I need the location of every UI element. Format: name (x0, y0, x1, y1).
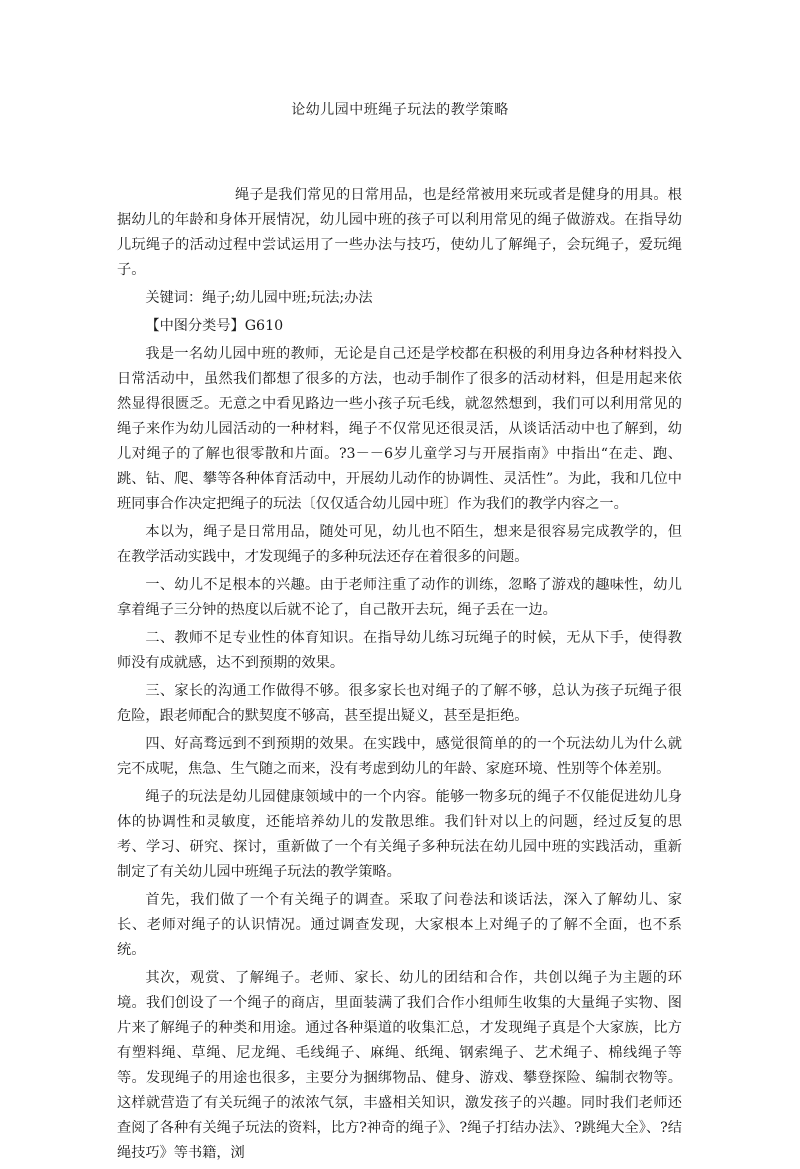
body-paragraph: 三、家长的沟通工作做得不够。很多家长也对绳子的了解不够，总认为孩子玩绳子很危险，跟老师配合的默契度不够高，甚至提出疑义，甚至是拒绝。 (117, 683, 682, 724)
body-paragraph: 绳子的玩法是幼儿园健康领域中的一个内容。能够一物多玩的绳子不仅能促进幼儿身体的协调性和灵敏度，还能培养幼儿的发散思维。我们针对以上的问题，经过反复的思考、学习、研究、探讨，重新做了一个有关绳子多种玩法在幼儿园中班的实践活动，重新制定了有关幼儿园中班绳子玩法的教学策略。 (117, 789, 682, 880)
classification-line: 【中图分类号】G610 (145, 318, 284, 334)
keywords-line: 关键词：绳子;幼儿园中班;玩法;办法 (145, 290, 373, 306)
body-paragraph: 首先，我们做了一个有关绳子的调查。采取了问卷法和谈话法，深入了解幼儿、家长、老师对绳子的认识情况。通过调查发现，大家根本上对绳子的了解不全面，也不系统。 (117, 892, 682, 958)
body-paragraph: 二、教师不足专业性的体育知识。在指导幼儿练习玩绳子的时候，无从下手，使得教师没有成就感，达不到预期的效果。 (117, 630, 682, 671)
abstract-paragraph: 绳子是我们常见的日常用品，也是经常被用来玩或者是健身的用具。根据幼儿的年龄和身体开展情况，幼儿园中班的孩子可以利用常见的绳子做游戏。在指导幼儿玩绳子的活动过程中尝试运用了一些办法与技巧，使幼儿了解绳子，会玩绳子，爱玩绳子。 (117, 187, 682, 278)
document-body (117, 183, 682, 1169)
body-paragraph: 四、好高骛远到不到预期的效果。在实践中，感觉很简单的的一个玩法幼儿为什么就完不成呢，焦急、生气随之而来，没有考虑到幼儿的年龄、家庭环境、性别等个体差别。 (117, 736, 682, 777)
body-paragraph: 其次，观赏、了解绳子。老师、家长、幼儿的团结和合作，共创以绳子为主题的环境。我们创设了一个绳子的商店，里面装满了我们合作小组师生收集的大量绳子实物、图片来了解绳子的种类和用途。通过各种渠道的收集汇总，才发现绳子真是个大家族，比方有塑料绳、草绳、尼龙绳、毛线绳子、麻绳、纸绳、钢索绳子、艺术绳子、棉线绳子等等。发现绳子的用途也很多，主要分为捆绑物品、健身、游戏、攀登探险、编制衣物等。这样就营造了有关玩绳子的浓浓气氛，丰盛相关知识，激发孩子的兴趣。同时我们老师还查阅了各种有关绳子玩法的资料，比方?神奇的绳子》、?绳子打结办法》、?跳绳大全》、?结绳技巧》等书籍，浏 (117, 970, 682, 1161)
document-title: 论幼儿园中班绳子玩法的教学策略 (291, 102, 509, 118)
body-paragraph: 我是一名幼儿园中班的教师，无论是自己还是学校都在积极的利用身边各种材料投入日常活动中，虽然我们都想了很多的方法，也动手制作了很多的活动材料，但是用起来依然显得很匮乏。无意之中看见路边一些小孩子玩毛线，就忽然想到，我们可以利用常见的绳子来作为幼儿园活动的一种材料，绳子不仅常见还很灵活，从谈话活动中也了解到，幼儿对绳子的了解也很零散和片面。?3－－6岁儿童学习与开展指南》中指出“在走、跑、跳、钻、爬、攀等各种体育活动中，开展幼儿动作的协调性、灵活性”。为此，我和几位中班同事合作决定把绳子的玩法〔仅仅适合幼儿园中班〕作为我们的教学内容之一。 (117, 346, 682, 512)
body-paragraph: 一、幼儿不足根本的兴趣。由于老师注重了动作的训练，忽略了游戏的趣味性，幼儿拿着绳子三分钟的热度以后就不论了，自己散开去玩，绳子丢在一边。 (117, 577, 682, 618)
body-paragraph: 本以为，绳子是日常用品，随处可见，幼儿也不陌生，想来是很容易完成教学的，但在教学活动实践中，才发现绳子的多种玩法还存在着很多的问题。 (117, 524, 682, 565)
